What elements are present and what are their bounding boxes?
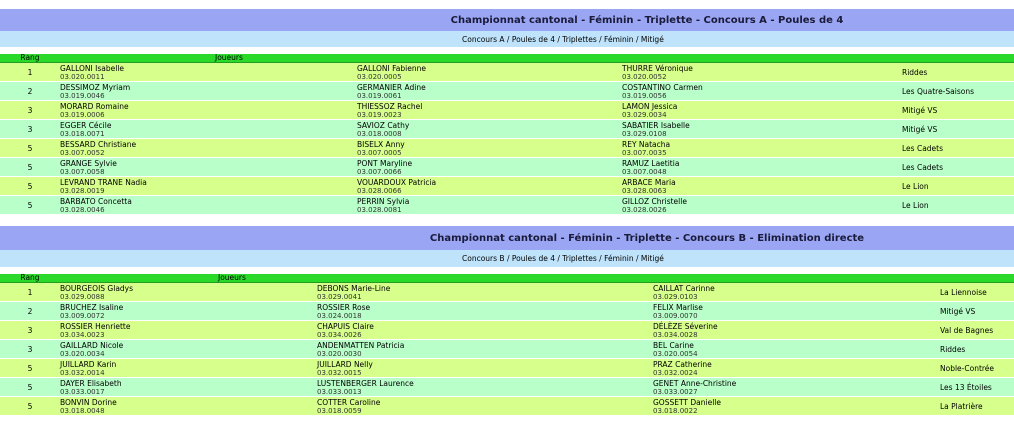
player-name: THIESSOZ Rachel [357, 102, 423, 111]
club-cell: Noble-Contrée [940, 359, 1014, 378]
player-name: JUILLARD Karin [60, 360, 117, 369]
player-cell [653, 378, 940, 397]
player-name: THURRE Véronique [622, 64, 693, 73]
rang-cell: 5 [0, 196, 60, 215]
player-name: BISELX Anny [357, 140, 405, 149]
player-license: 03.019.0061 [357, 92, 402, 100]
player-license: 03.028.0019 [60, 187, 105, 195]
player-name: GOSSETT Danielle [653, 398, 721, 407]
player-cell [622, 177, 902, 196]
player-license: 03.028.0066 [357, 187, 402, 195]
rang-cell: 1 [0, 283, 60, 302]
player-name: DAYER Elisabeth [60, 379, 122, 388]
player-cell [653, 340, 940, 359]
joueurs-header: Joueurs [60, 274, 1014, 283]
player-name: ARBACE Maria [622, 178, 676, 187]
player-cell [357, 158, 622, 177]
rang-cell: 5 [0, 139, 60, 158]
rang-cell: 1 [0, 63, 60, 82]
player-cell [317, 359, 653, 378]
club-cell: Mitigé VS [902, 120, 1014, 139]
rang-cell: 5 [0, 158, 60, 177]
player-license: 03.019.0056 [622, 92, 667, 100]
player-license: 03.018.0048 [60, 407, 105, 415]
section-concours-b [0, 226, 1014, 416]
player-license: 03.018.0008 [357, 130, 402, 138]
player-name: BARBATO Concetta [60, 197, 132, 206]
table-row [0, 196, 1014, 215]
player-cell [622, 82, 902, 101]
rang-header: Rang [0, 54, 60, 63]
player-license: 03.020.0034 [60, 350, 105, 358]
club-cell: Les Cadets [902, 158, 1014, 177]
player-license: 03.032.0015 [317, 369, 362, 377]
club-cell: Les 13 Étoiles [940, 378, 1014, 397]
player-license: 03.033.0013 [317, 388, 362, 396]
player-license: 03.007.0035 [622, 149, 667, 157]
player-name: VOUARDOUX Patricia [357, 178, 437, 187]
player-name: ROSSIER Henriette [60, 322, 131, 331]
player-name: BRUCHEZ Isaline [60, 303, 124, 312]
player-name: ROSSIER Rose [317, 303, 371, 312]
rang-cell: 3 [0, 101, 60, 120]
section-subtitle-bar [0, 31, 1014, 47]
rang-cell: 2 [0, 82, 60, 101]
player-license: 03.020.0005 [357, 73, 402, 81]
player-cell [60, 120, 357, 139]
player-cell [357, 139, 622, 158]
rang-cell: 3 [0, 120, 60, 139]
player-name: EGGER Cécile [60, 121, 112, 130]
section-title: Championnat cantonal - Féminin - Triplette - Concours A - Poules de 4 [450, 14, 844, 26]
player-name: BONVIN Dorine [60, 398, 117, 407]
player-license: 03.029.0103 [653, 293, 698, 301]
player-name: JUILLARD Nelly [317, 360, 373, 369]
player-name: SAVIOZ Cathy [357, 121, 410, 130]
player-license: 03.009.0072 [60, 312, 105, 320]
player-name: PONT Maryline [357, 159, 413, 168]
player-license: 03.007.0052 [60, 149, 105, 157]
rang-header: Rang [0, 274, 60, 283]
rang-cell: 5 [0, 397, 60, 416]
player-cell [357, 82, 622, 101]
results-table-a [0, 54, 1014, 215]
player-cell [357, 196, 622, 215]
player-name: LEVRAND TRANE Nadia [60, 178, 147, 187]
table-row [0, 340, 1014, 359]
player-license: 03.033.0027 [653, 388, 698, 396]
club-cell: La Platrière [940, 397, 1014, 416]
player-license: 03.020.0011 [60, 73, 105, 81]
player-license: 03.019.0046 [60, 92, 105, 100]
player-name: GRANGE Sylvie [60, 159, 117, 168]
player-cell [622, 139, 902, 158]
player-cell [622, 120, 902, 139]
section-subtitle-bar [0, 250, 1014, 267]
player-license: 03.024.0018 [317, 312, 362, 320]
player-license: 03.019.0006 [60, 111, 105, 119]
player-name: SABATIER Isabelle [622, 121, 690, 130]
rang-cell: 3 [0, 321, 60, 340]
player-license: 03.034.0028 [653, 331, 698, 339]
club-cell: Riddes [902, 63, 1014, 82]
player-name: BOURGEOIS Gladys [60, 284, 134, 293]
player-license: 03.007.0058 [60, 168, 105, 176]
player-name: BESSARD Christiane [60, 140, 137, 149]
player-cell [357, 120, 622, 139]
player-license: 03.032.0024 [653, 369, 698, 377]
player-name: COSTANTINO Carmen [622, 83, 703, 92]
player-cell [357, 101, 622, 120]
player-name: GENET Anne-Christine [653, 379, 737, 388]
player-cell [60, 321, 317, 340]
player-cell [60, 139, 357, 158]
club-cell: La Liennoise [940, 283, 1014, 302]
player-cell [622, 158, 902, 177]
player-cell [317, 397, 653, 416]
player-license: 03.034.0026 [317, 331, 362, 339]
table-row [0, 283, 1014, 302]
player-license: 03.018.0071 [60, 130, 105, 138]
rang-cell: 2 [0, 302, 60, 321]
player-cell [60, 101, 357, 120]
player-name: PERRIN Sylvia [357, 197, 410, 206]
player-cell [653, 359, 940, 378]
rang-cell: 5 [0, 378, 60, 397]
player-license: 03.019.0023 [357, 111, 402, 119]
player-license: 03.020.0054 [653, 350, 698, 358]
player-cell [317, 340, 653, 359]
player-license: 03.029.0088 [60, 293, 105, 301]
table-row [0, 177, 1014, 196]
player-license: 03.028.0063 [622, 187, 667, 195]
table-row [0, 359, 1014, 378]
player-name: CHAPUIS Claire [317, 322, 374, 331]
player-cell [357, 63, 622, 82]
club-cell: Mitigé VS [940, 302, 1014, 321]
player-name: LAMON Jessica [622, 102, 678, 111]
table-row [0, 378, 1014, 397]
player-license: 03.028.0026 [622, 206, 667, 214]
player-cell [622, 63, 902, 82]
player-cell [60, 63, 357, 82]
player-cell [653, 283, 940, 302]
section-title: Championnat cantonal - Féminin - Triplette - Concours B - Elimination directe [429, 232, 865, 244]
club-cell: Riddes [940, 340, 1014, 359]
club-cell: Mitigé VS [902, 101, 1014, 120]
table-row [0, 120, 1014, 139]
player-cell [60, 283, 317, 302]
player-license: 03.028.0046 [60, 206, 105, 214]
player-license: 03.007.0048 [622, 168, 667, 176]
player-license: 03.029.0034 [622, 111, 667, 119]
player-name: GALLONI Isabelle [60, 64, 125, 73]
player-name: FELIX Marlise [653, 303, 703, 312]
player-cell [60, 397, 317, 416]
player-cell [317, 378, 653, 397]
player-cell [653, 302, 940, 321]
player-cell [317, 302, 653, 321]
player-cell [357, 177, 622, 196]
joueurs-header: Joueurs [60, 54, 1014, 63]
player-name: PRAZ Catherine [653, 360, 712, 369]
player-name: GAILLARD Nicole [60, 341, 124, 350]
player-license: 03.029.0041 [317, 293, 362, 301]
table-row [0, 82, 1014, 101]
table-row [0, 302, 1014, 321]
player-name: REY Natacha [622, 140, 671, 149]
player-license: 03.018.0022 [653, 407, 698, 415]
section-title-bar [0, 9, 1014, 31]
player-cell [60, 177, 357, 196]
player-cell [317, 321, 653, 340]
section-concours-a [0, 9, 1014, 215]
player-cell [653, 321, 940, 340]
player-cell [60, 82, 357, 101]
table-row [0, 397, 1014, 416]
player-license: 03.018.0059 [317, 407, 362, 415]
results-table-b [0, 274, 1014, 416]
player-license: 03.034.0023 [60, 331, 105, 339]
player-cell [60, 158, 357, 177]
player-name: GILLOZ Christelle [622, 197, 687, 206]
table-row [0, 321, 1014, 340]
player-name: COTTER Caroline [317, 398, 381, 407]
player-license: 03.020.0052 [622, 73, 667, 81]
table-row [0, 101, 1014, 120]
player-name: DÉLÈZE Séverine [653, 322, 718, 331]
player-name: MORARD Romaine [60, 102, 129, 111]
player-cell [317, 283, 653, 302]
player-cell [60, 196, 357, 215]
rang-cell: 3 [0, 340, 60, 359]
section-subtitle: Concours A / Poules de 4 / Triplettes / Féminin / Mitigé [462, 34, 664, 44]
rang-cell: 5 [0, 359, 60, 378]
player-license: 03.029.0108 [622, 130, 667, 138]
player-cell [60, 340, 317, 359]
player-license: 03.028.0081 [357, 206, 402, 214]
player-cell [60, 378, 317, 397]
player-cell [622, 196, 902, 215]
rang-cell: 5 [0, 177, 60, 196]
club-cell: Les Cadets [902, 139, 1014, 158]
club-cell: Val de Bagnes [940, 321, 1014, 340]
player-license: 03.033.0017 [60, 388, 105, 396]
player-name: GALLONI Fabienne [357, 64, 426, 73]
player-name: ANDENMATTEN Patricia [317, 341, 405, 350]
player-license: 03.020.0030 [317, 350, 362, 358]
player-license: 03.032.0014 [60, 369, 105, 377]
player-license: 03.007.0005 [357, 149, 402, 157]
club-cell: Le Lion [902, 177, 1014, 196]
club-cell: Le Lion [902, 196, 1014, 215]
table-row [0, 158, 1014, 177]
player-name: LUSTENBERGER Laurence [317, 379, 414, 388]
player-cell [60, 359, 317, 378]
results-page [0, 9, 1014, 416]
club-cell: Les Quatre-Saisons [902, 82, 1014, 101]
player-name: DEBONS Marie-Line [317, 284, 391, 293]
player-cell [653, 397, 940, 416]
player-name: GERMANIER Adine [357, 83, 426, 92]
player-cell [622, 101, 902, 120]
table-row [0, 139, 1014, 158]
player-name: CAILLAT Carinne [653, 284, 715, 293]
section-subtitle: Concours B / Poules de 4 / Triplettes / Féminin / Mitigé [462, 254, 664, 263]
player-license: 03.009.0070 [653, 312, 698, 320]
section-title-bar [0, 226, 1014, 250]
player-license: 03.007.0066 [357, 168, 402, 176]
table-row [0, 63, 1014, 82]
player-name: DESSIMOZ Myriam [60, 83, 131, 92]
player-name: BEL Carine [653, 341, 694, 350]
player-name: RAMUZ Laetitia [622, 159, 680, 168]
player-cell [60, 302, 317, 321]
